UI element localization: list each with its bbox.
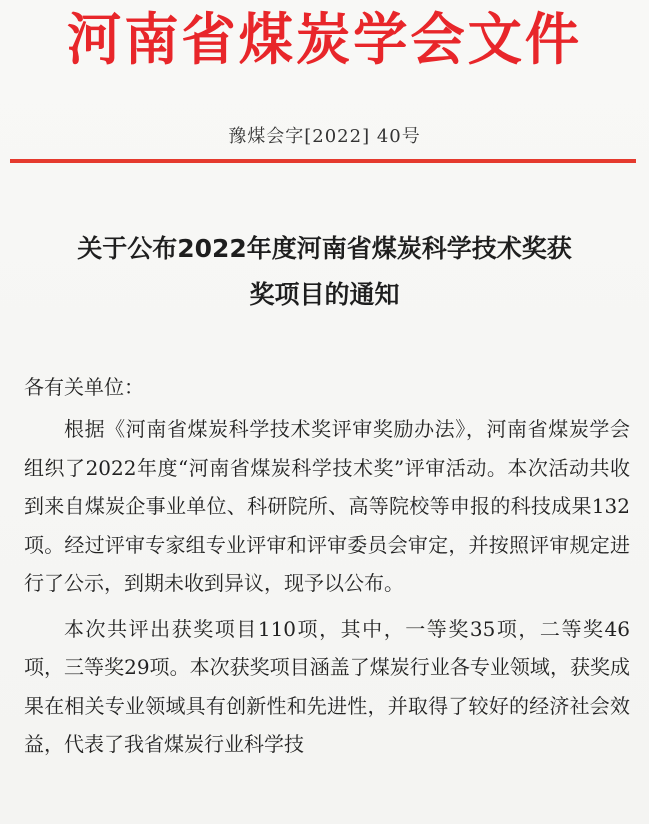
notice-title-line-2: 奖项目的通知 xyxy=(249,280,400,309)
notice-title xyxy=(0,226,649,318)
body-paragraph-2: 本次共评出获奖项目110项，其中，一等奖35项，二等奖46项，三等奖29项。本次获奖项目涵盖了煤炭行业各专业领域，获奖成果在相关专业领域具有创新性和先进性，并取得了较好的经济社会效益，代表了我省煤炭行业科学技 xyxy=(24,616,630,756)
red-divider-line xyxy=(10,159,636,163)
notice-title-line-1: 关于公布2022年度河南省煤炭科学技术奖获 xyxy=(77,234,572,263)
org-document-header: 河南省煤炭学会文件 xyxy=(66,8,583,73)
body-paragraph-1: 根据《河南省煤炭科学技术奖评审奖励办法》，河南省煤炭学会组织了2022年度“河南省煤炭科学技术奖”评审活动。本次活动共收到来自煤炭企事业单位、科研院所、高等院校等申报的科技成果132项。经过评审专家组专业评审和评审委员会审定，并按照评审规定进行了公示，到期未收到异议，现予以公布。 xyxy=(24,417,630,595)
letter-body xyxy=(24,410,630,771)
salutation: 各有关单位： xyxy=(24,375,144,399)
document-number: 豫煤会字[2022] 40号 xyxy=(228,126,421,147)
